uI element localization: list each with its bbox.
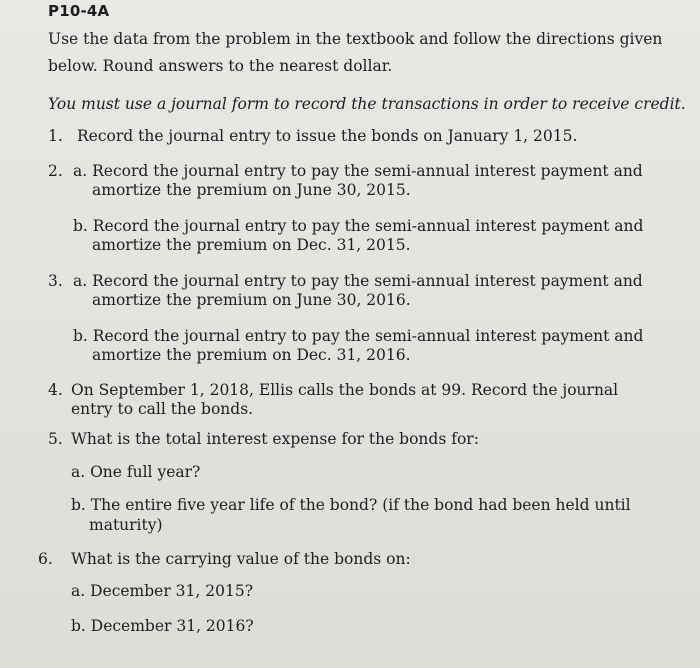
item-5-text: What is the total interest expense for the bonds for:: [71, 430, 479, 448]
item-5b-line-2: maturity): [89, 516, 163, 534]
item-number-5: 5.: [48, 430, 63, 448]
item-2b-line-1: b. Record the journal entry to pay the semi-annual interest payment and: [73, 217, 644, 235]
item-3b-line-2: amortize the premium on Dec. 31, 2016.: [92, 346, 411, 364]
item-6-text: What is the carrying value of the bonds on:: [71, 550, 411, 568]
item-number-1: 1.: [48, 127, 63, 145]
item-number-2: 2.: [48, 162, 63, 180]
item-2b-line-2: amortize the premium on Dec. 31, 2015.: [92, 236, 411, 254]
item-3a-line-1: a. Record the journal entry to pay the semi-annual interest payment and: [73, 272, 643, 290]
item-6a-text: a. December 31, 2015?: [71, 582, 254, 600]
problem-title: P10-4A: [48, 2, 110, 20]
item-1-text: Record the journal entry to issue the bonds on January 1, 2015.: [77, 127, 578, 145]
item-4-line-2: entry to call the bonds.: [71, 400, 254, 418]
item-number-3: 3.: [48, 272, 63, 290]
instruction-text: You must use a journal form to record the transactions in order to receive credit.: [48, 95, 686, 113]
item-5b-line-1: b. The entire five year life of the bond? (if the bond had been held until: [71, 496, 631, 514]
item-3b-line-1: b. Record the journal entry to pay the semi-annual interest payment and: [73, 327, 644, 345]
item-5a-text: a. One full year?: [71, 463, 201, 481]
item-6b-text: b. December 31, 2016?: [71, 617, 254, 635]
item-4-line-1: On September 1, 2018, Ellis calls the bonds at 99. Record the journal: [71, 381, 619, 399]
intro-line-2: below. Round answers to the nearest dollar.: [48, 57, 393, 75]
item-2a-line-1: a. Record the journal entry to pay the semi-annual interest payment and: [73, 162, 643, 180]
item-number-6: 6.: [38, 550, 53, 568]
intro-line-1: Use the data from the problem in the textbook and follow the directions given: [48, 30, 663, 48]
item-3a-line-2: amortize the premium on June 30, 2016.: [92, 291, 411, 309]
item-number-4: 4.: [48, 381, 63, 399]
item-2a-line-2: amortize the premium on June 30, 2015.: [92, 181, 411, 199]
